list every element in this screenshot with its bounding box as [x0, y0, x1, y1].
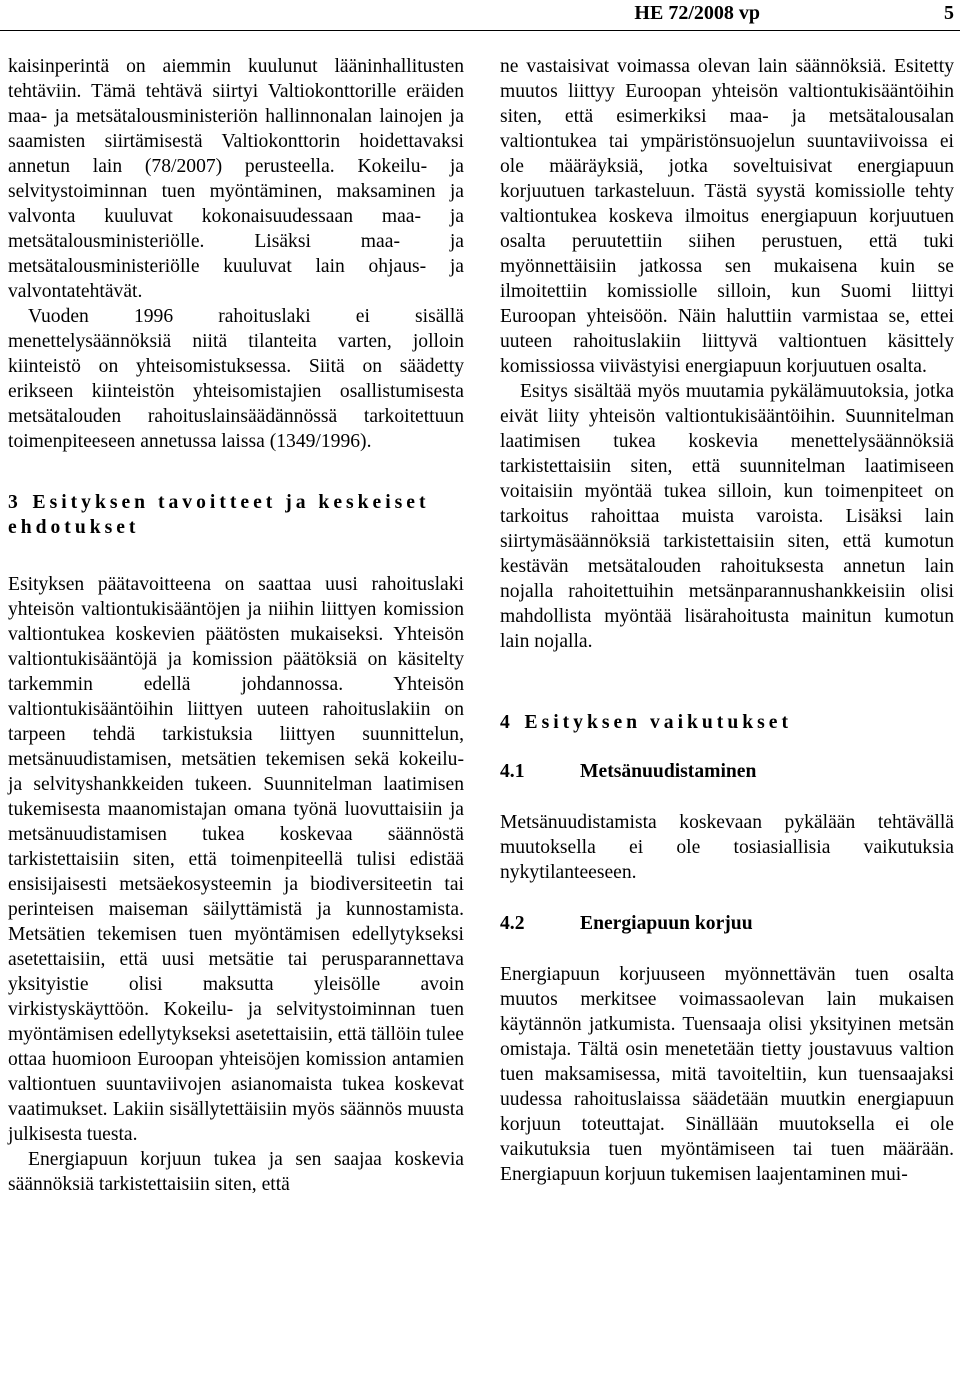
paragraph: Vuoden 1996 rahoituslaki ei sisällä menettelysäännöksiä niitä tilanteita varten, jolloin kiinteistö on yhteisomistuksessa. Siitä on säädetty erikseen kiinteistön yhteisomistajien osallistumisesta metsätalouden rahoituslainsäädännössä tarkoitettuun toimenpiteeseen annetussa laissa (1349/1996).	[8, 306, 464, 452]
page-header	[0, 0, 960, 30]
paragraph: Esityksen päätavoitteena on saattaa uusi rahoituslaki yhteisön valtiontukisääntöjen ja niihin liittyen komission valtiontukea koskevien päätösten mukaiseksi. Yhteisön valtiontukisääntöjä ja komission päätöksiä on käsitelty tarkemmin edellä johdannossa. Yhteisön valtiontukisääntöihin liittyen uuteen rahoituslakiin on tarpeen tehdä tarkistuksia liittyen suunnittelun, metsänuudistamisen, metsätien tekemisen sekä kokeilu- ja selvityshankkeiden tukeen. Suunnitelman laatimisen tukemisesta maanomistajan omana työnä luovuttaisiin ja metsänuudistamisen tukea koskevaa säännöstä tarkistettaisiin siten, että toimenpiteellä tulisi edistää ensisijaisesti metsäekosysteemin ja biodiversiteetin tai perinteisen maiseman säilyttämistä ja kunnostamista. Metsätien tekemisen tuen myöntämisen edellytykseksi asetettaisiin, että uusi metsätie tai perusparannettava yksityistie olisi maksutta yleisölle avoin virkistyskäyttöön. Kokeilu- ja selvitystoiminnan tuen myöntämisen edellytykseksi asetettaisiin, että tällöin tulee ottaa huomioon Euroopan yhteisöjen komission antamien valtiontuen suuntaviivojen asianomaista tukea koskevat vaatimukset. Lakiin sisällytettäisiin myös säännös muusta julkisesta tuesta.	[8, 574, 464, 1145]
section-title: Esityksen tavoitteet ja keskeiset ehdotukset	[8, 492, 430, 538]
paragraph: ne vastaisivat voimassa olevan lain säännöksiä. Esitetty muutos liittyy Euroopan yhteisön valtiontukisääntöihin siten, että esimerkiksi maa- ja metsätalousalan valtiontukea tai ympäristönsuojelun suuntaviivoissa ei ole määräyksiä, jotka soveltuisivat energiapuun korjuutuen tarkasteluun. Tästä syystä komissiolle tehty valtiontukea koskeva ilmoitus energiapuun korjuutuen osalta peruutettiin siihen perustuen, että tuki myönnettäisiin jatkossa sen mukaisena kuin se ilmoitettiin komissiolle silloin, kun Suomi liittyi Euroopan yhteisöön. Näin haluttiin varmistaa se, ettei uuteen rahoituslakiin liittyvä valtiontuen käsittely komissiossa viivästyisi energiapuun korjuutuen osalta.	[500, 56, 954, 377]
paragraph: Energiapuun korjuun tukea ja sen saajaa koskevia säännöksiä tarkistettaisiin siten, että	[8, 1149, 464, 1195]
subsection-title: Energiapuun korjuu	[580, 913, 753, 934]
section-number: 3	[8, 492, 18, 513]
subsection-title: Metsänuudistaminen	[580, 761, 757, 782]
subsection-number: 4.2	[500, 913, 525, 934]
subsection-number: 4.1	[500, 761, 525, 782]
paragraph: Metsänuudistamista koskevaan pykälään tehtävällä muutoksella ei ole tosiasiallisia vaikutuksia nykytilanteeseen.	[500, 812, 954, 883]
paragraph: kaisinperintä on aiemmin kuulunut lääninhallitusten tehtäviin. Tämä tehtävä siirtyi Valtiokonttorille eräiden maa- ja metsätalousministeriön hallinnonalan lainojen ja saamisten siirtämisestä Valtiokonttorin hoidettavaksi annetun lain (78/2007) perusteella. Kokeilu- ja selvitystoiminnan tuen myöntäminen, maksaminen ja valvonta kuuluvat kokonaisuudessaan maa- ja metsätalousministeriölle. Lisäksi maa- ja metsätalousministeriölle kuuluvat lain ohjaus- ja valvontatehtävät.	[8, 56, 464, 302]
section-heading-4	[500, 710, 954, 735]
section-number: 4	[500, 712, 510, 733]
paragraph: Esitys sisältää myös muutamia pykälämuutoksia, jotka eivät liity yhteisön valtiontukisääntöihin. Suunnitelman laatimisen tukea koskevia menettelysäännöksiä tarkistettaisiin siten, että suunnitelman laatimiseen voitaisiin myöntää tukea silloin, kun toimenpiteet on tarkoitus rahoittaa muista varoista. Lisäksi lain siirtymäsäännöksiä tarkistettaisiin siten, että kumotun kestävän metsätalouden rahoituksesta annetun lain nojalla rahoitettuihin metsänparannushankkeisiin olisi mahdollista myöntää lisärahoitusta mainitun kumotun lain nojalla.	[500, 381, 954, 652]
subsection-heading-4-2	[500, 911, 954, 936]
section-heading-3	[8, 490, 464, 540]
section-title: Esityksen vaikutukset	[524, 712, 792, 733]
right-column	[500, 54, 954, 1187]
paragraph: Energiapuun korjuuseen myönnettävän tuen osalta muutos merkitsee voimassaolevan lain mukaisen käytännön jatkumista. Tuensaaja olisi yksityinen metsän omistaja. Tältä osin menetetään tietty joustavuus valtion tuen maksamisessa, mitä tavoiteltiin, kun tuensaajaksi uudessa rahoituslaissa säädetään muutkin energiapuun korjuun toteuttajat. Sinällään muutoksella ei ole vaikutuksia tuen myöntämiseen tai tuen määrään. Energiapuun korjuun tukemisen laajentaminen mui-	[500, 964, 954, 1185]
page-number: 5	[944, 2, 954, 24]
subsection-heading-4-1	[500, 759, 954, 784]
header-rule	[0, 30, 960, 31]
document-id: HE 72/2008 vp	[634, 2, 760, 24]
left-column	[8, 54, 464, 1197]
